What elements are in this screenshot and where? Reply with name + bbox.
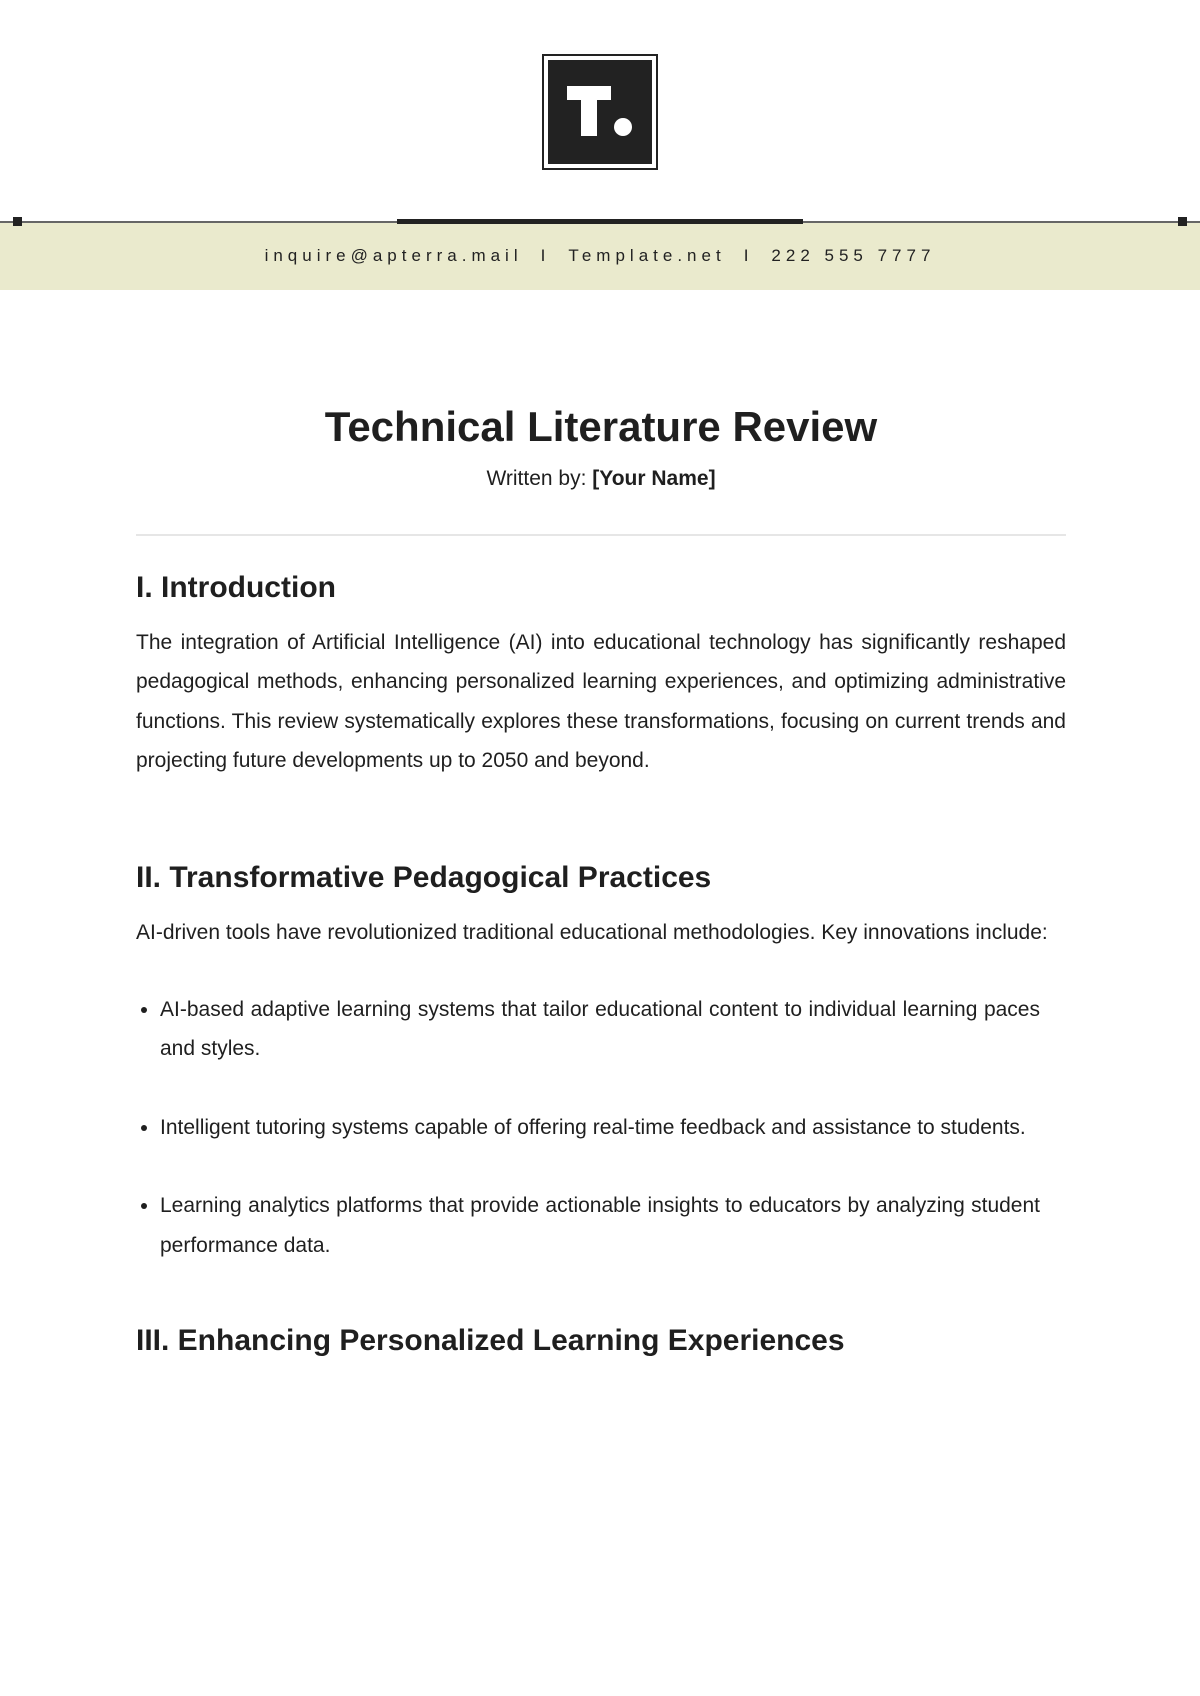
section-heading-introduction: I. Introduction bbox=[136, 571, 336, 604]
document-body bbox=[136, 400, 1066, 1361]
list-item: • Intelligent tutoring systems capable of offering real-time feedback and assistance to students. bbox=[160, 1108, 1040, 1147]
section-heading-pedagogical-practices: II. Transformative Pedagogical Practices bbox=[136, 860, 712, 894]
byline bbox=[136, 464, 1066, 494]
contact-phone: 222 555 7777 bbox=[771, 246, 936, 265]
list-item: • AI-based adaptive learning systems that tailor educational content to individual learning paces and styles. bbox=[160, 990, 1040, 1069]
byline-label: Written by: bbox=[486, 467, 587, 490]
contact-separator: I bbox=[540, 246, 551, 265]
introduction-paragraph: The integration of Artificial Intelligence (AI) into educational technology has significantly reshaped pedagogical methods, enhancing personalized learning experiences, and optimizing administrative functions. This review systematically explores these transformations, focusing on current trends and projecting future developments up to 2050 and beyond. bbox=[136, 631, 1066, 773]
document-title: Technical Literature Review bbox=[324, 403, 878, 450]
logo-mark bbox=[548, 60, 652, 164]
logo-t-icon bbox=[565, 82, 635, 142]
logo bbox=[542, 54, 658, 170]
innovations-list bbox=[136, 990, 1040, 1265]
list-item: • Learning analytics platforms that provide actionable insights to educators by analyzing student performance data. bbox=[160, 1186, 1040, 1265]
contact-website: Template.net bbox=[568, 246, 726, 265]
section-heading-personalized-learning: III. Enhancing Personalized Learning Experiences bbox=[136, 1324, 845, 1358]
contact-separator: I bbox=[743, 246, 754, 265]
pedagogical-paragraph: AI-driven tools have revolutionized traditional educational methodologies. Key innovations include: bbox=[136, 920, 1048, 944]
author-name: [Your Name] bbox=[592, 467, 716, 490]
contact-email: inquire@apterra.mail bbox=[264, 246, 523, 265]
title-divider bbox=[136, 534, 1066, 536]
contact-info bbox=[0, 222, 1200, 290]
